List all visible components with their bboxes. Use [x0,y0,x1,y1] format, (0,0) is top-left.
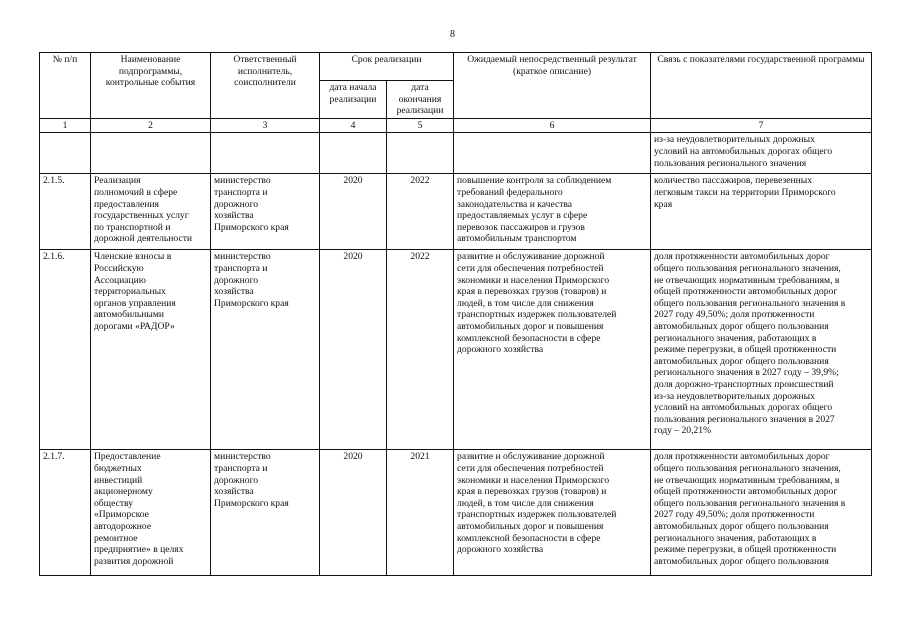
row-end: 2021 [387,450,454,576]
row-end: 2022 [387,250,454,450]
table-row [40,250,872,450]
col-number: 1 [40,118,91,133]
row-start: 2020 [320,450,387,576]
row-executor: министерство транспорта и дорожного хозяйства Приморского края [211,250,320,450]
row-link: доля протяженности автомобильных дорог общего пользования регионального значения, не отвечающих нормативным требованиям, в общей протяженности автомобильных дорог общего пользования регионального значения в 2027 году 49,50%; доля протяженности автомобильных дорог общего пользования регионального значения, работающих в режиме перегрузки, в общей протяженности автомобильных дорог общего пользования регионального значения в 2027 году – 39,9%; доля дорожно-транспортных происшествий из-за неудовлетворительных дорожных условий на автомобильных дорогах общего пользования регионального значения в 2027 году – 20,21% [651,250,872,450]
row-result: развитие и обслуживание дорожной сети для обеспечения потребностей экономики и населения Приморского края в перевозках грузов (товаров) и людей, в том числе для снижения транспортных издержек пользователей автомобильных дорог и повышения комплексной безопасности в сфере дорожного хозяйства [454,250,651,450]
page-number: 8 [450,29,455,40]
header-result: Ожидаемый непосредственный результат (краткое описание) [454,53,651,119]
row-num: 2.1.7. [40,450,91,576]
header-term: Срок реализации [320,53,454,81]
header-start: дата начала реализации [320,81,387,119]
col-number: 3 [211,118,320,133]
row-num: 2.1.5. [40,174,91,250]
row-end: 2022 [387,174,454,250]
row-executor: министерство транспорта и дорожного хозяйства Приморского края [211,174,320,250]
table-row [40,174,872,250]
table-row [40,450,872,576]
col-number: 4 [320,118,387,133]
header-link: Связь с показателями государственной программы [651,53,872,119]
header-end: дата окончания реализации [387,81,454,119]
col-number: 5 [387,118,454,133]
column-number-row [40,118,872,133]
header-row [40,53,872,81]
continuation-row [40,133,872,174]
header-num: № п/п [40,53,91,119]
row-num: 2.1.6. [40,250,91,450]
row-link: количество пассажиров, перевезенных легковым такси на территории Приморского края [651,174,872,250]
row-result: повышение контроля за соблюдением требований федерального законодательства и качества предоставляемых услуг в сфере перевозок пассажиров и грузов автомобильным транспортом [454,174,651,250]
program-table [39,52,872,576]
col-number: 7 [651,118,872,133]
row-link: доля протяженности автомобильных дорог общего пользования регионального значения, не отвечающих нормативным требованиям, в общей протяженности автомобильных дорог общего пользования регионального значения в 2027 году 49,50%; доля протяженности автомобильных дорог общего пользования регионального значения, работающих в режиме перегрузки, в общей протяженности автомобильных дорог общего пользования [651,450,872,576]
row-name: Реализация полномочий в сфере предоставления государственных услуг по транспортной и дорожной деятельности [91,174,211,250]
row-name: Членские взносы в Российскую Ассоциацию территориальных органов управления автомобильными дорогами «РАДОР» [91,250,211,450]
col-number: 6 [454,118,651,133]
row-start: 2020 [320,174,387,250]
header-executor: Ответственный исполнитель, соисполнители [211,53,320,119]
header-name: Наименование подпрограммы, контрольные события [91,53,211,119]
col-number: 2 [91,118,211,133]
continuation-link: из-за неудовлетворительных дорожных условий на автомобильных дорогах общего пользования регионального значения [651,133,872,174]
row-result: развитие и обслуживание дорожной сети для обеспечения потребностей экономики и населения Приморского края в перевозках грузов (товаров) и людей, в том числе для снижения транспортных издержек пользователей автомобильных дорог и повышения комплексной безопасности в сфере дорожного хозяйства [454,450,651,576]
row-executor: министерство транспорта и дорожного хозяйства Приморского края [211,450,320,576]
row-name: Предоставление бюджетных инвестиций акционерному обществу «Приморское автодорожное ремонтное предприятие» в целях развития дорожной [91,450,211,576]
row-start: 2020 [320,250,387,450]
